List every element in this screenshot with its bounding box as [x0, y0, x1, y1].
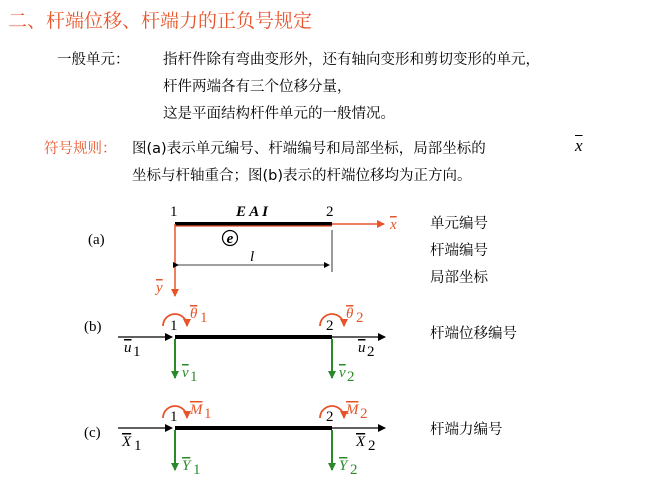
x2-symbol: X [356, 434, 366, 450]
theta1-index: 1 [200, 310, 208, 326]
diagram-c-node2: 2 [326, 409, 334, 425]
sign-rules-line1: 图(a)表示单元编号、杆端编号和局部坐标，局部坐标的 [132, 141, 486, 157]
diagram-a-element: e [226, 231, 234, 247]
general-element-line2: 杆件两端各有三个位移分量， [163, 79, 352, 95]
legend-force-number: 杆端力编号 [430, 422, 503, 438]
diagram-a-eai: E A I [236, 204, 268, 220]
theta2-index: 2 [356, 310, 364, 326]
x1-index: 1 [134, 438, 142, 454]
diagram-a-node2: 2 [326, 204, 334, 220]
theta1-symbol: θ [190, 306, 198, 322]
diagram-b [84, 306, 385, 385]
diagram-c-tag: (c) [84, 425, 101, 441]
general-element-line1: 指杆件除有弯曲变形外，还有轴向变形和剪切变形的单元， [163, 52, 540, 68]
x2-index: 2 [368, 438, 376, 454]
general-element-label: 一般单元： [57, 52, 130, 68]
u2-index: 2 [367, 344, 375, 360]
diagram-a-length: l [250, 249, 255, 265]
y1-symbol: Y [182, 458, 191, 474]
diagram-a [88, 204, 397, 296]
u1-symbol: u [124, 340, 132, 356]
v1-symbol: v [182, 365, 189, 381]
u1-index: 1 [133, 344, 141, 360]
diagram-b-node2: 2 [326, 318, 334, 334]
sign-rules-xbar: $\overline{x}$ [575, 136, 583, 155]
y1-index: 1 [193, 462, 201, 478]
diagram-a-tag: (a) [88, 232, 105, 248]
diagram-a-y-label: y [156, 280, 163, 296]
m2-symbol: M [346, 402, 359, 418]
diagram-c [84, 402, 385, 478]
v2-symbol: v [339, 365, 346, 381]
m1-index: 1 [204, 406, 212, 422]
y2-symbol: Y [339, 458, 348, 474]
diagram-c-node1: 1 [170, 409, 178, 425]
x1-symbol: X [122, 434, 132, 450]
theta2-symbol: θ [346, 306, 354, 322]
general-element-line3: 这是平面结构杆件单元的一般情况。 [163, 106, 395, 122]
m2-index: 2 [360, 406, 368, 422]
y2-index: 2 [350, 462, 358, 478]
legend-local-coord: 局部坐标 [430, 270, 488, 286]
diagram-a-node1: 1 [170, 204, 178, 220]
sign-rules-line2: 坐标与杆轴重合；图(b)表示的杆端位移均为正方向。 [132, 168, 472, 184]
v1-index: 1 [190, 369, 198, 385]
diagram-b-node1: 1 [170, 318, 178, 334]
v2-index: 2 [347, 369, 355, 385]
u2-symbol: u [358, 340, 366, 356]
diagram-b-tag: (b) [84, 319, 102, 335]
sign-rules-label: 符号规则： [44, 141, 117, 157]
legend-end-number: 杆端编号 [430, 243, 488, 259]
legend-element-number: 单元编号 [430, 216, 488, 232]
m1-symbol: M [190, 402, 203, 418]
page-title: 二、杆端位移、杆端力的正负号规定 [8, 10, 313, 32]
legend-displacement-number: 杆端位移编号 [430, 326, 517, 342]
diagram-a-x-label: x [390, 217, 397, 233]
